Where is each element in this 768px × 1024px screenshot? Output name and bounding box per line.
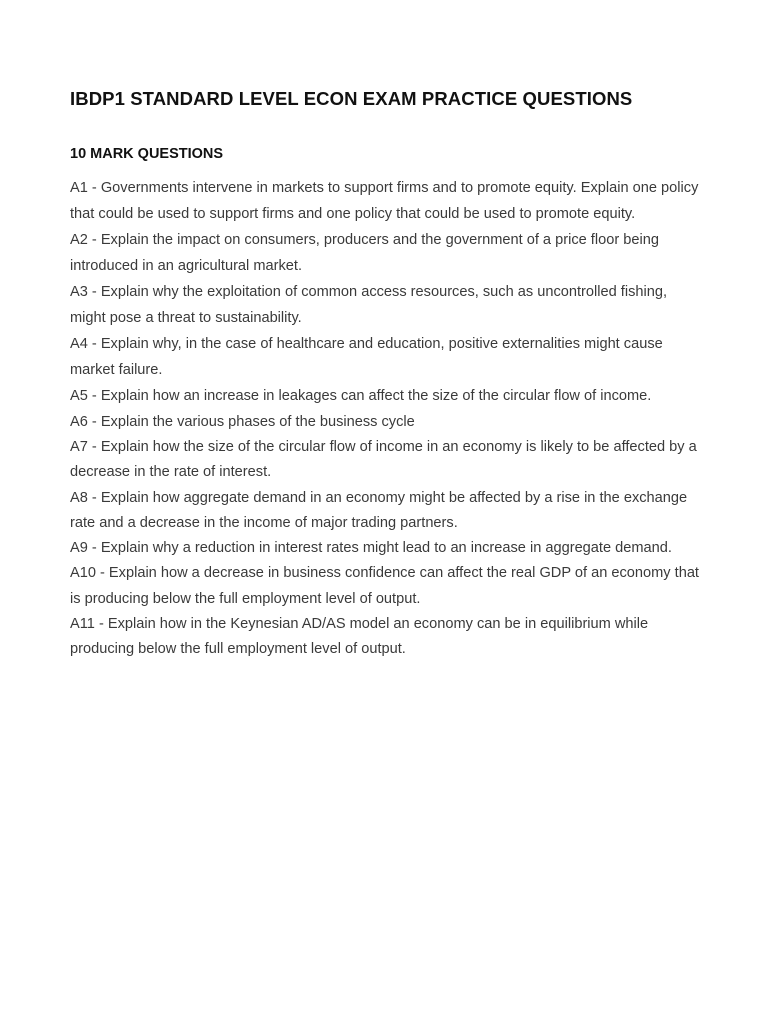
section-heading: 10 MARK QUESTIONS xyxy=(70,146,224,162)
question-list xyxy=(70,175,700,663)
document-page xyxy=(70,86,700,663)
document-title: IBDP1 STANDARD LEVEL ECON EXAM PRACTICE QUESTIONS xyxy=(70,88,633,109)
question-a3: A3 - Explain why the exploitation of common access resources, such as uncontrolled fishing, might pose a threat to sustainability. xyxy=(70,284,668,326)
question-a6: A6 - Explain the various phases of the business cycle xyxy=(70,414,415,430)
question-a11: A11 - Explain how in the Keynesian AD/AS model an economy can be in equilibrium while producing below the full employment level of output. xyxy=(70,616,649,658)
question-a4: A4 - Explain why, in the case of healthcare and education, positive externalities might cause market failure. xyxy=(70,336,663,378)
question-a2: A2 - Explain the impact on consumers, producers and the government of a price floor being introduced in an agricultural market. xyxy=(70,232,659,274)
question-a9: A9 - Explain why a reduction in interest rates might lead to an increase in aggregate demand. xyxy=(70,540,672,557)
question-a7: A7 - Explain how the size of the circular flow of income in an economy is likely to be affected by a decrease in the rate of interest. xyxy=(70,439,697,481)
question-a10: A10 - Explain how a decrease in business confidence can affect the real GDP of an economy that is producing below the full employment level of output. xyxy=(70,565,699,607)
question-a5: A5 - Explain how an increase in leakages can affect the size of the circular flow of income. xyxy=(70,388,652,404)
question-a1: A1 - Governments intervene in markets to support firms and to promote equity. Explain one policy that could be used to support firms and one policy that could be used to promote equity. xyxy=(70,180,699,222)
question-a8: A8 - Explain how aggregate demand in an economy might be affected by a rise in the exchange rate and a decrease in the income of major trading partners. xyxy=(70,489,688,531)
